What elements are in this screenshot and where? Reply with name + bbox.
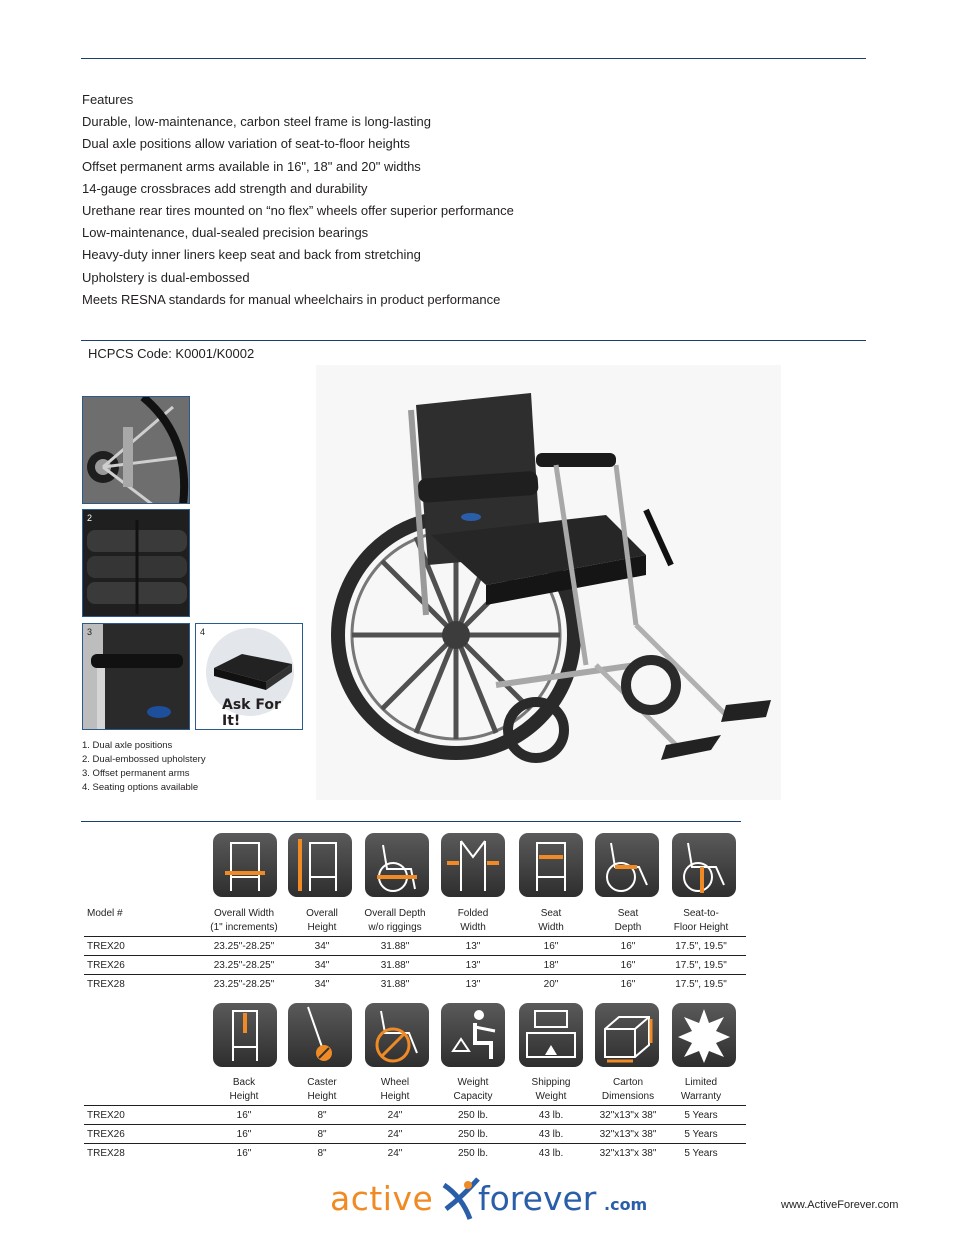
caster-height-icon [288,1003,352,1067]
table-cell: 8" [317,1129,327,1140]
table-divider [81,821,741,822]
table-cell: 250 lb. [457,1129,489,1140]
table-cell: 31.88" [380,960,410,971]
table-cell: 32"x13"x 38" [599,1129,657,1140]
spec-header-line: Overall Depth [364,908,426,919]
spec-header [659,907,743,935]
caption-item: 2. Dual-embossed upholstery [82,754,206,765]
table-cell: 43 lb. [538,1110,564,1121]
logo-figure-icon [442,1175,482,1221]
thumbnail-number: 2 [87,513,93,523]
spec-header-line: Back [232,1077,256,1088]
table-cell: 23.25"-28.25" [213,960,275,971]
spec-header-line: Height [229,1091,259,1102]
spec-header [280,1076,364,1104]
shipping-weight-icon [519,1003,583,1067]
table-cell: 23.25"-28.25" [213,941,275,952]
spec-header-line: Floor Height [673,922,729,933]
table-row [84,1106,746,1125]
logo-forever: forever [478,1179,597,1218]
hcpcs-code: HCPCS Code: K0001/K0002 [88,346,255,361]
table-cell: 250 lb. [457,1148,489,1159]
feature-item: 14-gauge crossbraces add strength and durability [82,180,368,196]
spec-header-line: Weight [535,1091,567,1102]
spec-header [659,1076,743,1104]
wheelchair-illustration [316,365,781,800]
model-cell: TREX20 [87,941,125,952]
table-cell: 16" [236,1110,252,1121]
overall-depth-icon [365,833,429,897]
spec-header-line: w/o riggings [368,922,422,933]
caption-item: 4. Seating options available [82,782,199,793]
spec-header-line: Wheel [380,1077,410,1088]
feature-item: Upholstery is dual-embossed [82,269,250,285]
table-row [84,956,746,975]
table-cell: 34" [314,960,330,971]
spec-header-line: Width [538,922,564,933]
spec-header [280,907,364,935]
overall-height-icon [288,833,352,897]
feature-item: Heavy-duty inner liners keep seat and back from stretching [82,247,421,263]
table-cell: 13" [465,960,481,971]
spec-header-line: Height [380,1091,410,1102]
spec-header-line: Shipping [531,1077,571,1088]
features-heading: Features [82,92,134,107]
table-cell: 17.5", 19.5" [675,941,727,952]
table-cell: 5 Years [684,1129,718,1140]
overall-width-icon [213,833,277,897]
table-cell: 20" [543,979,559,990]
spec-header-line: Caster [307,1077,337,1088]
spec-header [202,907,286,935]
footer-url[interactable]: www.ActiveForever.com [781,1199,899,1211]
table-cell: 17.5", 19.5" [675,960,727,971]
logo-dotcom: .com [604,1195,648,1214]
spec-header-line: Width [460,922,486,933]
table-cell: 31.88" [380,941,410,952]
model-cell: TREX26 [87,1129,125,1140]
model-cell: TREX26 [87,960,125,971]
spec-header-line: Folded [457,908,489,919]
middle-divider [81,340,866,341]
table-cell: 8" [317,1110,327,1121]
feature-item: Dual axle positions allow variation of seat-to-floor heights [82,136,411,152]
spec-header-line: Height [307,922,337,933]
spec-header-line: Seat [540,908,562,919]
model-header: Model # [87,908,123,919]
activeforever-logo [330,1175,660,1225]
caption-item: 1. Dual axle positions [82,740,173,751]
table-cell: 31.88" [380,979,410,990]
upholstery-detail-image [83,510,190,617]
spec-header-line: Dimensions [601,1091,655,1102]
table-cell: 43 lb. [538,1129,564,1140]
spec-header [509,1076,593,1104]
spec-header-line: Height [307,1091,337,1102]
carton-dimensions-icon [595,1003,659,1067]
spec-header [353,1076,437,1104]
table-cell: 250 lb. [457,1110,489,1121]
table-cell: 13" [465,941,481,952]
table-row [84,975,746,994]
spec-header-line: Warranty [680,1091,722,1102]
table-cell: 24" [387,1110,403,1121]
thumbnail-upholstery [82,509,190,617]
logo-active: active [330,1179,434,1218]
table-row [84,937,746,956]
spec-header-line: Seat-to- [683,908,719,919]
feature-item: Low-maintenance, dual-sealed precision bearings [82,225,369,241]
table-cell: 24" [387,1148,403,1159]
spec-header-line: Overall Width [213,908,274,919]
thumbnail-arms [82,623,190,730]
seat-depth-icon [595,833,659,897]
limited-warranty-icon [672,1003,736,1067]
table-cell: 13" [465,979,481,990]
table-cell: 18" [543,960,559,971]
table-cell: 5 Years [684,1110,718,1121]
spec-header [586,1076,670,1104]
top-divider [81,58,866,59]
table-cell: 16" [620,941,636,952]
spec-header-line: Carton [612,1077,643,1088]
model-cell: TREX28 [87,1148,125,1159]
ask-for-it-label: Ask For It! [222,697,281,729]
spec-header-line: Seat [617,908,639,919]
spec-header-line: Capacity [453,1091,493,1102]
back-height-icon [213,1003,277,1067]
caption-item: 3. Offset permanent arms [82,768,190,779]
spec-header-line: (1" increments) [210,922,278,933]
seat-width-icon [519,833,583,897]
table-cell: 5 Years [684,1148,718,1159]
table-cell: 16" [236,1129,252,1140]
feature-item: Offset permanent arms available in 16", 18" and 20" widths [82,158,421,174]
features-list [82,89,514,311]
folded-width-icon [441,833,505,897]
thumbnail-seating [195,623,303,730]
table-cell: 16" [543,941,559,952]
table-cell: 34" [314,979,330,990]
spec-header-line: Overall [306,908,338,919]
spec-header [202,1076,286,1104]
model-cell: TREX28 [87,979,125,990]
feature-item: Meets RESNA standards for manual wheelchairs in product performance [82,291,501,307]
table-cell: 16" [620,979,636,990]
table-cell: 34" [314,941,330,952]
thumbnail-dual-axle [82,396,190,504]
wheel-detail-image [83,397,190,504]
table-cell: 32"x13"x 38" [599,1148,657,1159]
table-cell: 24" [387,1129,403,1140]
thumbnail-number: 3 [87,627,93,637]
model-cell: TREX20 [87,1110,125,1121]
table-cell: 16" [620,960,636,971]
table-cell: 8" [317,1148,327,1159]
seat-to-floor-height-icon [672,833,736,897]
weight-capacity-icon [441,1003,505,1067]
spec-header [586,907,670,935]
table-cell: 16" [236,1148,252,1159]
spec-header [431,907,515,935]
spec-header [353,907,437,935]
table-row [84,1144,746,1163]
feature-item: Durable, low-maintenance, carbon steel frame is long-lasting [82,114,432,130]
wheelchair-product-image [316,365,781,800]
table-row [84,1125,746,1144]
spec-header-line: Limited [684,1077,718,1088]
thumbnail-captions [82,739,206,795]
spec-header [509,907,593,935]
spec-header-line: Weight [457,1077,489,1088]
arm-detail-image [83,624,190,730]
table-cell: 43 lb. [538,1148,564,1159]
table-cell: 23.25"-28.25" [213,979,275,990]
spec-header [431,1076,515,1104]
table-cell: 32"x13"x 38" [599,1110,657,1121]
feature-item: Urethane rear tires mounted on “no flex” wheels offer superior performance [82,203,514,219]
spec-header-line: Depth [614,922,642,933]
thumbnail-number: 4 [200,627,206,637]
wheel-height-icon [365,1003,429,1067]
table-cell: 17.5", 19.5" [675,979,727,990]
